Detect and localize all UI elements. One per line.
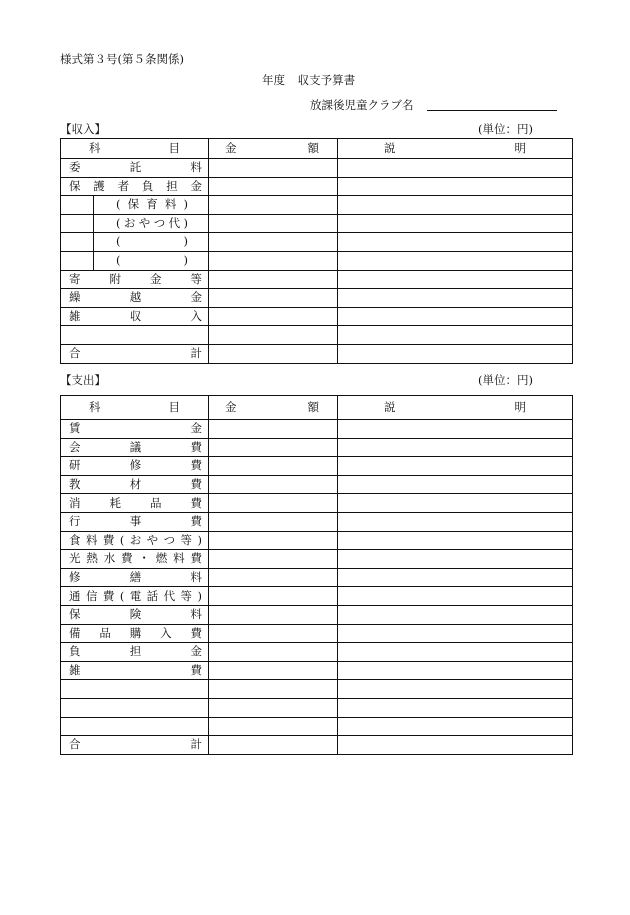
expense-item-label: 備品購入費 — [61, 624, 209, 643]
table-row — [61, 159, 573, 178]
amount-cell[interactable] — [209, 643, 338, 662]
amount-cell[interactable] — [209, 457, 338, 476]
expense-item-label: 保険料 — [61, 605, 209, 624]
description-cell[interactable] — [338, 531, 573, 550]
table-row — [61, 233, 573, 252]
document-title: 年度 収支予算書 — [262, 73, 356, 87]
table-row — [61, 438, 573, 457]
table-row — [61, 457, 573, 476]
table-row — [61, 605, 573, 624]
expense-section-heading: 【支出】 — [60, 373, 106, 387]
amount-cell[interactable] — [209, 531, 338, 550]
column-header-amount: 金額 — [209, 139, 338, 159]
row-label-snack-fee: (おやつ代) — [116, 215, 188, 230]
expense-item-label: 通信費(電話代等) — [61, 587, 209, 606]
table-row — [61, 643, 573, 662]
description-cell[interactable] — [338, 438, 573, 457]
row-label-commission: 委託料 — [61, 159, 209, 178]
description-cell[interactable] — [338, 717, 573, 736]
blank-item-cell[interactable] — [61, 698, 209, 717]
description-cell[interactable] — [338, 680, 573, 699]
table-row — [61, 251, 573, 270]
amount-cell[interactable] — [209, 270, 338, 289]
expense-item-label: 教材費 — [61, 475, 209, 494]
expense-header-row — [61, 396, 573, 420]
amount-cell[interactable] — [209, 326, 338, 345]
row-label-blank-2[interactable]: ( ) — [116, 252, 188, 267]
description-cell[interactable] — [338, 177, 573, 196]
description-cell[interactable] — [338, 270, 573, 289]
description-cell[interactable] — [338, 420, 573, 439]
amount-cell[interactable] — [209, 251, 338, 270]
table-row — [61, 587, 573, 606]
form-number: 様式第３号(第５条関係) — [60, 52, 184, 66]
expense-item-label: 光熱水費・燃料費 — [61, 550, 209, 569]
description-cell[interactable] — [338, 326, 573, 345]
expense-item-label: 消耗品費 — [61, 494, 209, 513]
table-row — [61, 680, 573, 699]
income-header-row — [61, 139, 573, 159]
description-cell[interactable] — [338, 587, 573, 606]
description-cell[interactable] — [338, 736, 573, 755]
amount-cell[interactable] — [209, 680, 338, 699]
sub-item-cell — [61, 214, 209, 233]
description-cell[interactable] — [338, 196, 573, 215]
amount-cell[interactable] — [209, 605, 338, 624]
amount-cell[interactable] — [209, 698, 338, 717]
column-header-item: 科目 — [61, 396, 209, 420]
table-row — [61, 512, 573, 531]
table-row — [61, 214, 573, 233]
table-row — [61, 270, 573, 289]
amount-cell[interactable] — [209, 512, 338, 531]
amount-cell[interactable] — [209, 307, 338, 326]
row-label-total: 合計 — [61, 736, 209, 755]
description-cell[interactable] — [338, 643, 573, 662]
expense-total-row — [61, 736, 573, 755]
column-header-description: 説明 — [338, 396, 573, 420]
amount-cell[interactable] — [209, 736, 338, 755]
amount-cell[interactable] — [209, 233, 338, 252]
description-cell[interactable] — [338, 475, 573, 494]
table-row — [61, 177, 573, 196]
description-cell[interactable] — [338, 568, 573, 587]
amount-cell[interactable] — [209, 289, 338, 308]
expense-table — [60, 395, 573, 755]
table-row — [61, 568, 573, 587]
amount-cell[interactable] — [209, 420, 338, 439]
row-label-misc-income: 雑収入 — [61, 307, 209, 326]
blank-item-cell[interactable] — [61, 326, 209, 345]
description-cell[interactable] — [338, 159, 573, 178]
amount-cell[interactable] — [209, 568, 338, 587]
sub-item-cell — [61, 251, 209, 270]
table-row — [61, 661, 573, 680]
expense-rows — [61, 420, 573, 736]
description-cell[interactable] — [338, 233, 573, 252]
amount-cell[interactable] — [209, 177, 338, 196]
amount-cell[interactable] — [209, 196, 338, 215]
blank-item-cell[interactable] — [61, 680, 209, 699]
expense-item-label: 会議費 — [61, 438, 209, 457]
expense-item-label: 修繕料 — [61, 568, 209, 587]
amount-cell[interactable] — [209, 494, 338, 513]
description-cell[interactable] — [338, 512, 573, 531]
expense-item-label: 行事費 — [61, 512, 209, 531]
club-name-label: 放課後児童クラブ名 — [310, 98, 414, 112]
expense-item-label: 食料費(おやつ等) — [61, 531, 209, 550]
amount-cell[interactable] — [209, 661, 338, 680]
amount-cell[interactable] — [209, 159, 338, 178]
amount-cell[interactable] — [209, 438, 338, 457]
amount-cell[interactable] — [209, 587, 338, 606]
column-header-description: 説明 — [338, 139, 573, 159]
income-table — [60, 138, 573, 364]
expense-item-label: 賃金 — [61, 420, 209, 439]
row-label-total: 合計 — [61, 344, 209, 363]
row-label-donations: 寄附金等 — [61, 270, 209, 289]
amount-cell[interactable] — [209, 475, 338, 494]
amount-cell[interactable] — [209, 624, 338, 643]
expense-item-label: 負担金 — [61, 643, 209, 662]
description-cell[interactable] — [338, 494, 573, 513]
description-cell[interactable] — [338, 457, 573, 476]
table-row — [61, 531, 573, 550]
description-cell[interactable] — [338, 214, 573, 233]
table-row — [61, 494, 573, 513]
table-row — [61, 475, 573, 494]
description-cell[interactable] — [338, 344, 573, 363]
table-row — [61, 326, 573, 345]
table-row — [61, 196, 573, 215]
amount-cell[interactable] — [209, 717, 338, 736]
table-row — [61, 550, 573, 569]
row-label-blank-1[interactable]: ( ) — [116, 234, 188, 249]
column-header-item: 科目 — [61, 139, 209, 159]
table-row — [61, 698, 573, 717]
income-section-heading: 【収入】 — [60, 122, 106, 136]
table-row — [61, 307, 573, 326]
description-cell[interactable] — [338, 661, 573, 680]
expense-unit-label: (単位：円) — [478, 373, 533, 387]
table-row — [61, 624, 573, 643]
amount-cell[interactable] — [209, 214, 338, 233]
sub-item-cell — [61, 196, 209, 215]
table-row — [61, 420, 573, 439]
column-header-amount: 金額 — [209, 396, 338, 420]
club-name-field[interactable] — [427, 110, 557, 111]
description-cell[interactable] — [338, 307, 573, 326]
description-cell[interactable] — [338, 698, 573, 717]
blank-item-cell[interactable] — [61, 717, 209, 736]
description-cell[interactable] — [338, 605, 573, 624]
description-cell[interactable] — [338, 624, 573, 643]
row-label-guardian-share: 保護者負担金 — [61, 177, 209, 196]
table-row — [61, 289, 573, 308]
income-total-row — [61, 344, 573, 363]
sub-item-cell — [61, 233, 209, 252]
expense-item-label: 研修費 — [61, 457, 209, 476]
description-cell[interactable] — [338, 289, 573, 308]
description-cell[interactable] — [338, 550, 573, 569]
expense-item-label: 雑費 — [61, 661, 209, 680]
table-row — [61, 717, 573, 736]
row-label-carryover: 繰越金 — [61, 289, 209, 308]
description-cell[interactable] — [338, 251, 573, 270]
amount-cell[interactable] — [209, 344, 338, 363]
row-label-childcare-fee: (保育料) — [116, 197, 188, 212]
amount-cell[interactable] — [209, 550, 338, 569]
income-unit-label: (単位：円) — [478, 122, 533, 136]
